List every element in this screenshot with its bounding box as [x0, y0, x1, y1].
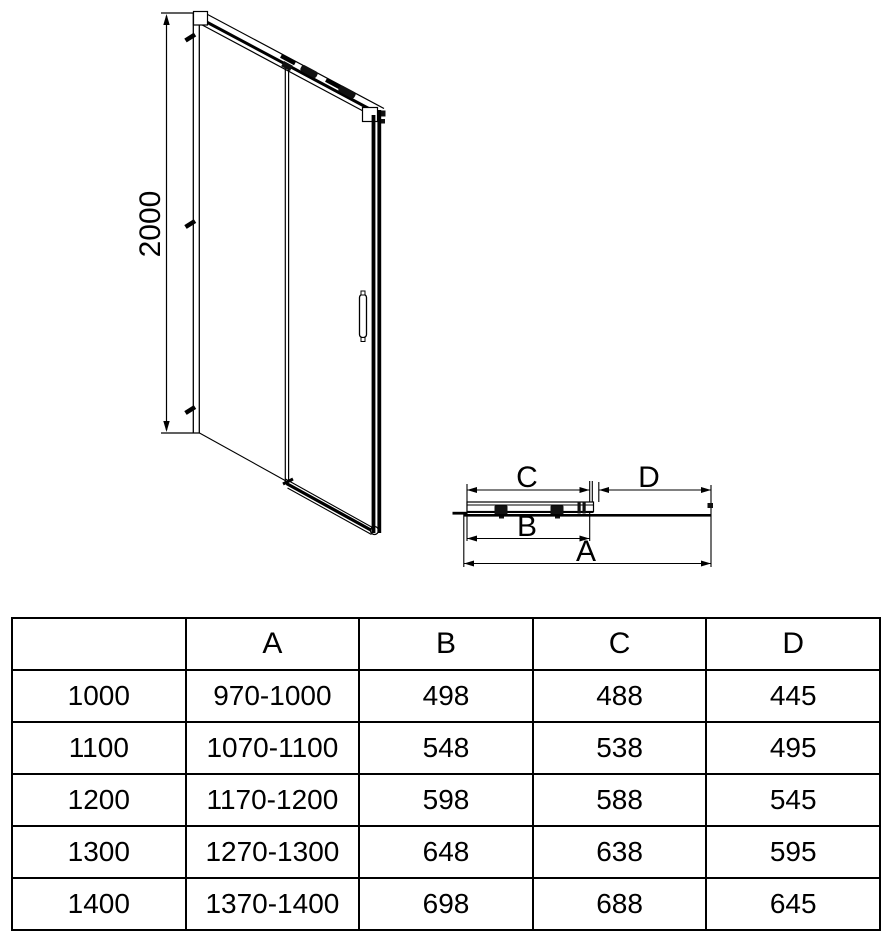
roller-carriage: [551, 506, 564, 515]
rail-end-fitting: [381, 119, 385, 124]
table-cell: 1000: [12, 670, 186, 722]
fixed-panel-bottom-edge: [200, 433, 287, 481]
table-cell: 488: [533, 670, 707, 722]
rail-end-fitting: [381, 111, 386, 117]
table-cell: 545: [706, 774, 880, 826]
table-row: [12, 826, 880, 878]
table-cell: 1300: [12, 826, 186, 878]
table-header-cell: [12, 618, 186, 670]
table-header-cell: A: [186, 618, 360, 670]
table-cell: 495: [706, 722, 880, 774]
plan-door-assembly: [453, 502, 714, 519]
arrow-left-icon: [464, 561, 474, 567]
table-header-cell: B: [359, 618, 533, 670]
dim-d-label: D: [638, 461, 660, 494]
arrow-right-icon: [701, 561, 711, 567]
wall-profile: [186, 12, 208, 434]
height-dimension-label: 2000: [134, 190, 167, 258]
table-cell: 548: [359, 722, 533, 774]
table-cell: 595: [706, 826, 880, 878]
right-frame-profile: [372, 110, 382, 533]
front-view: [161, 12, 386, 535]
wall-bracket-plan: [578, 502, 581, 514]
bottom-rail: [286, 479, 379, 535]
arrow-up-icon: [163, 14, 169, 25]
sliding-panel-edge: [281, 61, 293, 484]
table-cell: 498: [359, 670, 533, 722]
dim-b-label: B: [516, 510, 538, 543]
table-cell: 1170-1200: [186, 774, 360, 826]
table-cell: 1100: [12, 722, 186, 774]
top-rail: [199, 12, 386, 124]
table-row: [12, 722, 880, 774]
table-header-row: [12, 618, 880, 670]
dim-a-label: A: [575, 535, 597, 568]
table-cell: 638: [533, 826, 707, 878]
table-cell: 1270-1300: [186, 826, 360, 878]
table-header-cell: D: [706, 618, 880, 670]
table-cell: 970-1000: [186, 670, 360, 722]
table-header-cell: C: [533, 618, 707, 670]
table-cell: 588: [533, 774, 707, 826]
arrow-right-icon: [580, 487, 590, 493]
table-row: [12, 774, 880, 826]
table-cell: 538: [533, 722, 707, 774]
table-row: [12, 878, 880, 930]
fixed-glass-plan: [464, 514, 712, 517]
table-cell: 598: [359, 774, 533, 826]
door-glass-overlap: [453, 512, 468, 515]
roller-carriage: [495, 506, 508, 515]
table-cell: 1400: [12, 878, 186, 930]
size-table: [11, 617, 881, 931]
table-cell: 1370-1400: [186, 878, 360, 930]
arrow-left-icon: [467, 487, 477, 493]
arrow-right-icon: [701, 487, 711, 493]
door-handle: [360, 291, 367, 342]
table-cell: 445: [706, 670, 880, 722]
table-cell: 698: [359, 878, 533, 930]
wall-bracket-plan: [583, 502, 586, 514]
table-cell: 1200: [12, 774, 186, 826]
arrow-left-icon: [599, 487, 609, 493]
arrow-down-icon: [163, 421, 169, 432]
dim-c-label: C: [516, 461, 538, 494]
table-cell: 688: [533, 878, 707, 930]
table-cell: 645: [706, 878, 880, 930]
end-bracket: [708, 503, 714, 508]
table-cell: 648: [359, 826, 533, 878]
arrow-left-icon: [467, 536, 477, 542]
table-row: [12, 670, 880, 722]
table-cell: 1070-1100: [186, 722, 360, 774]
wall-profile-cap: [194, 12, 208, 26]
